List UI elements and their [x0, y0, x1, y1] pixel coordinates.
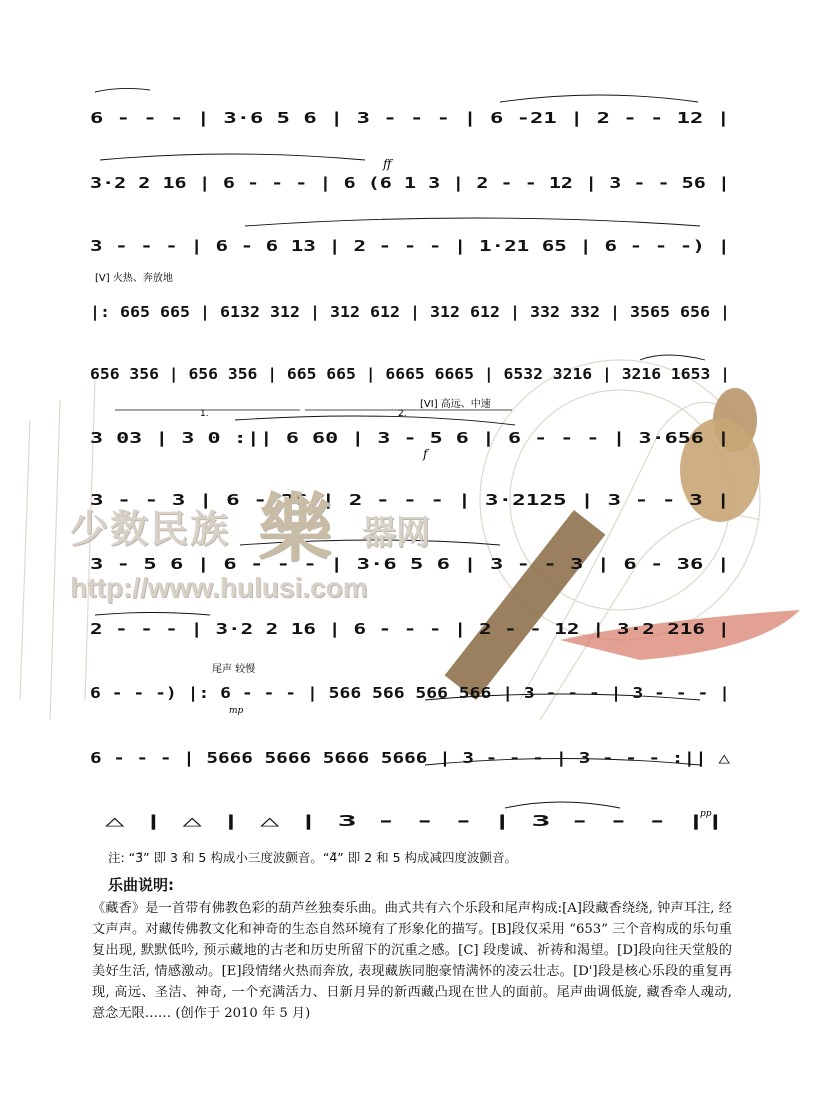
coda-label: 尾声 较慢 [212, 664, 256, 675]
footnote: 注: “3̃” 即 3 和 5 构成小三度波颤音。“4̃” 即 2 和 5 构成减四度波颤音。 [108, 850, 518, 865]
watermark-yue-logo: 樂 [258, 486, 332, 572]
watermark-text-1: 少数民族 [70, 507, 231, 551]
description-body [92, 898, 732, 1024]
score-row-9: 2 - - - | 3·2 2 16 | 6 - - - | 2 - - 12 | 3·2 216 | [90, 620, 551, 638]
score-row-7: 3 - - 3 | 6 - 36 | 2 - - - | 3·2125 | 3 - - 3 | [90, 491, 515, 509]
volta-2: 2. [398, 409, 407, 419]
dynamic-pp: pp [700, 809, 712, 819]
score-row-2: 3·2 2 16 | 6 - - - | 6 (6 1 3 | 2 - - 12 | 3 - - 56 | [90, 174, 569, 192]
watermark-text-2: 器网 [362, 513, 430, 553]
dynamic-mp: mp [229, 706, 244, 716]
watermark-url: http://www.hulusi.com [70, 572, 368, 603]
score-row-5: 656 356 | 656 356 | 665 665 | 6665 6665 | 6532 3216 | 3216 1653 | [90, 365, 677, 383]
score-row-6: 3 03 | 3 0 :|| 6 60 | 3 - 5 6 | 6 - - - | 3·656 | [90, 429, 533, 447]
score-row-4: |: 665 665 | 6132 312 | 312 612 | 312 612 | 332 332 | 3565 656 | [90, 303, 668, 321]
dynamic-f: f [423, 447, 428, 461]
score-row-11: 6 - - - | 5666 5666 5666 5666 | 3 - - - | 3 - - - :|| △ [90, 749, 587, 767]
description-paragraph: 《藏香》是一首带有佛教色彩的葫芦丝独奏乐曲。曲式共有六个乐段和尾声构成:[A]段藏香绕绕, 钟声耳注, 经文声声。对藏传佛教文化和神奇的生态自然环境有了形象化的描写。[B]段仅采用 “653” 三个音构成的乐句重复出现, 默默低吟, 预示藏地的古老和历史所留下的沉重之感。[C] 段虔诚、祈祷和渴望。[D]段向往天堂般的美好生活, 情感激动。[E]段情绪火热而奔放, 表现藏族同胞豪情满怀的凌云壮志。[D']段是核心乐段的重复再现, 高远、圣洁、神奇, 一个充满活力、日新月异的新西藏凸现在世人的面前。尾声曲调低旋, 藏香牵人魂动, 意念无限…… (创作于 2010 年 5 月) [92, 901, 732, 1021]
section-vi-label: [VI] 高远、中速 [420, 399, 491, 410]
description-title: 乐曲说明: [108, 876, 174, 894]
section-v-label: [V] 火热、奔放地 [95, 273, 173, 284]
score-row-10: 6 - - -) |: 6 - - - | 566 566 566 566 | 3 - - - | 3 - - - | [90, 684, 623, 702]
dynamic-ff: ff [383, 157, 392, 171]
volta-1: 1. [200, 409, 209, 419]
score-row-1: 6 - - - | 3·6 5 6 | 3 - - - | 6 -21 | 2 - - 12 | [90, 109, 524, 127]
score-row-3: 3 - - - | 6 - 6 13 | 2 - - - | 1·21 65 | 6 - - -) | [90, 237, 551, 255]
score-row-12: △ | △ | △ | 3 - - - | 3 - - - || [105, 812, 394, 830]
score-row-8: 3 - 5 6 | 6 - - - | 3·6 5 6 | 3 - - 3 | 6 - 36 | [90, 555, 524, 573]
